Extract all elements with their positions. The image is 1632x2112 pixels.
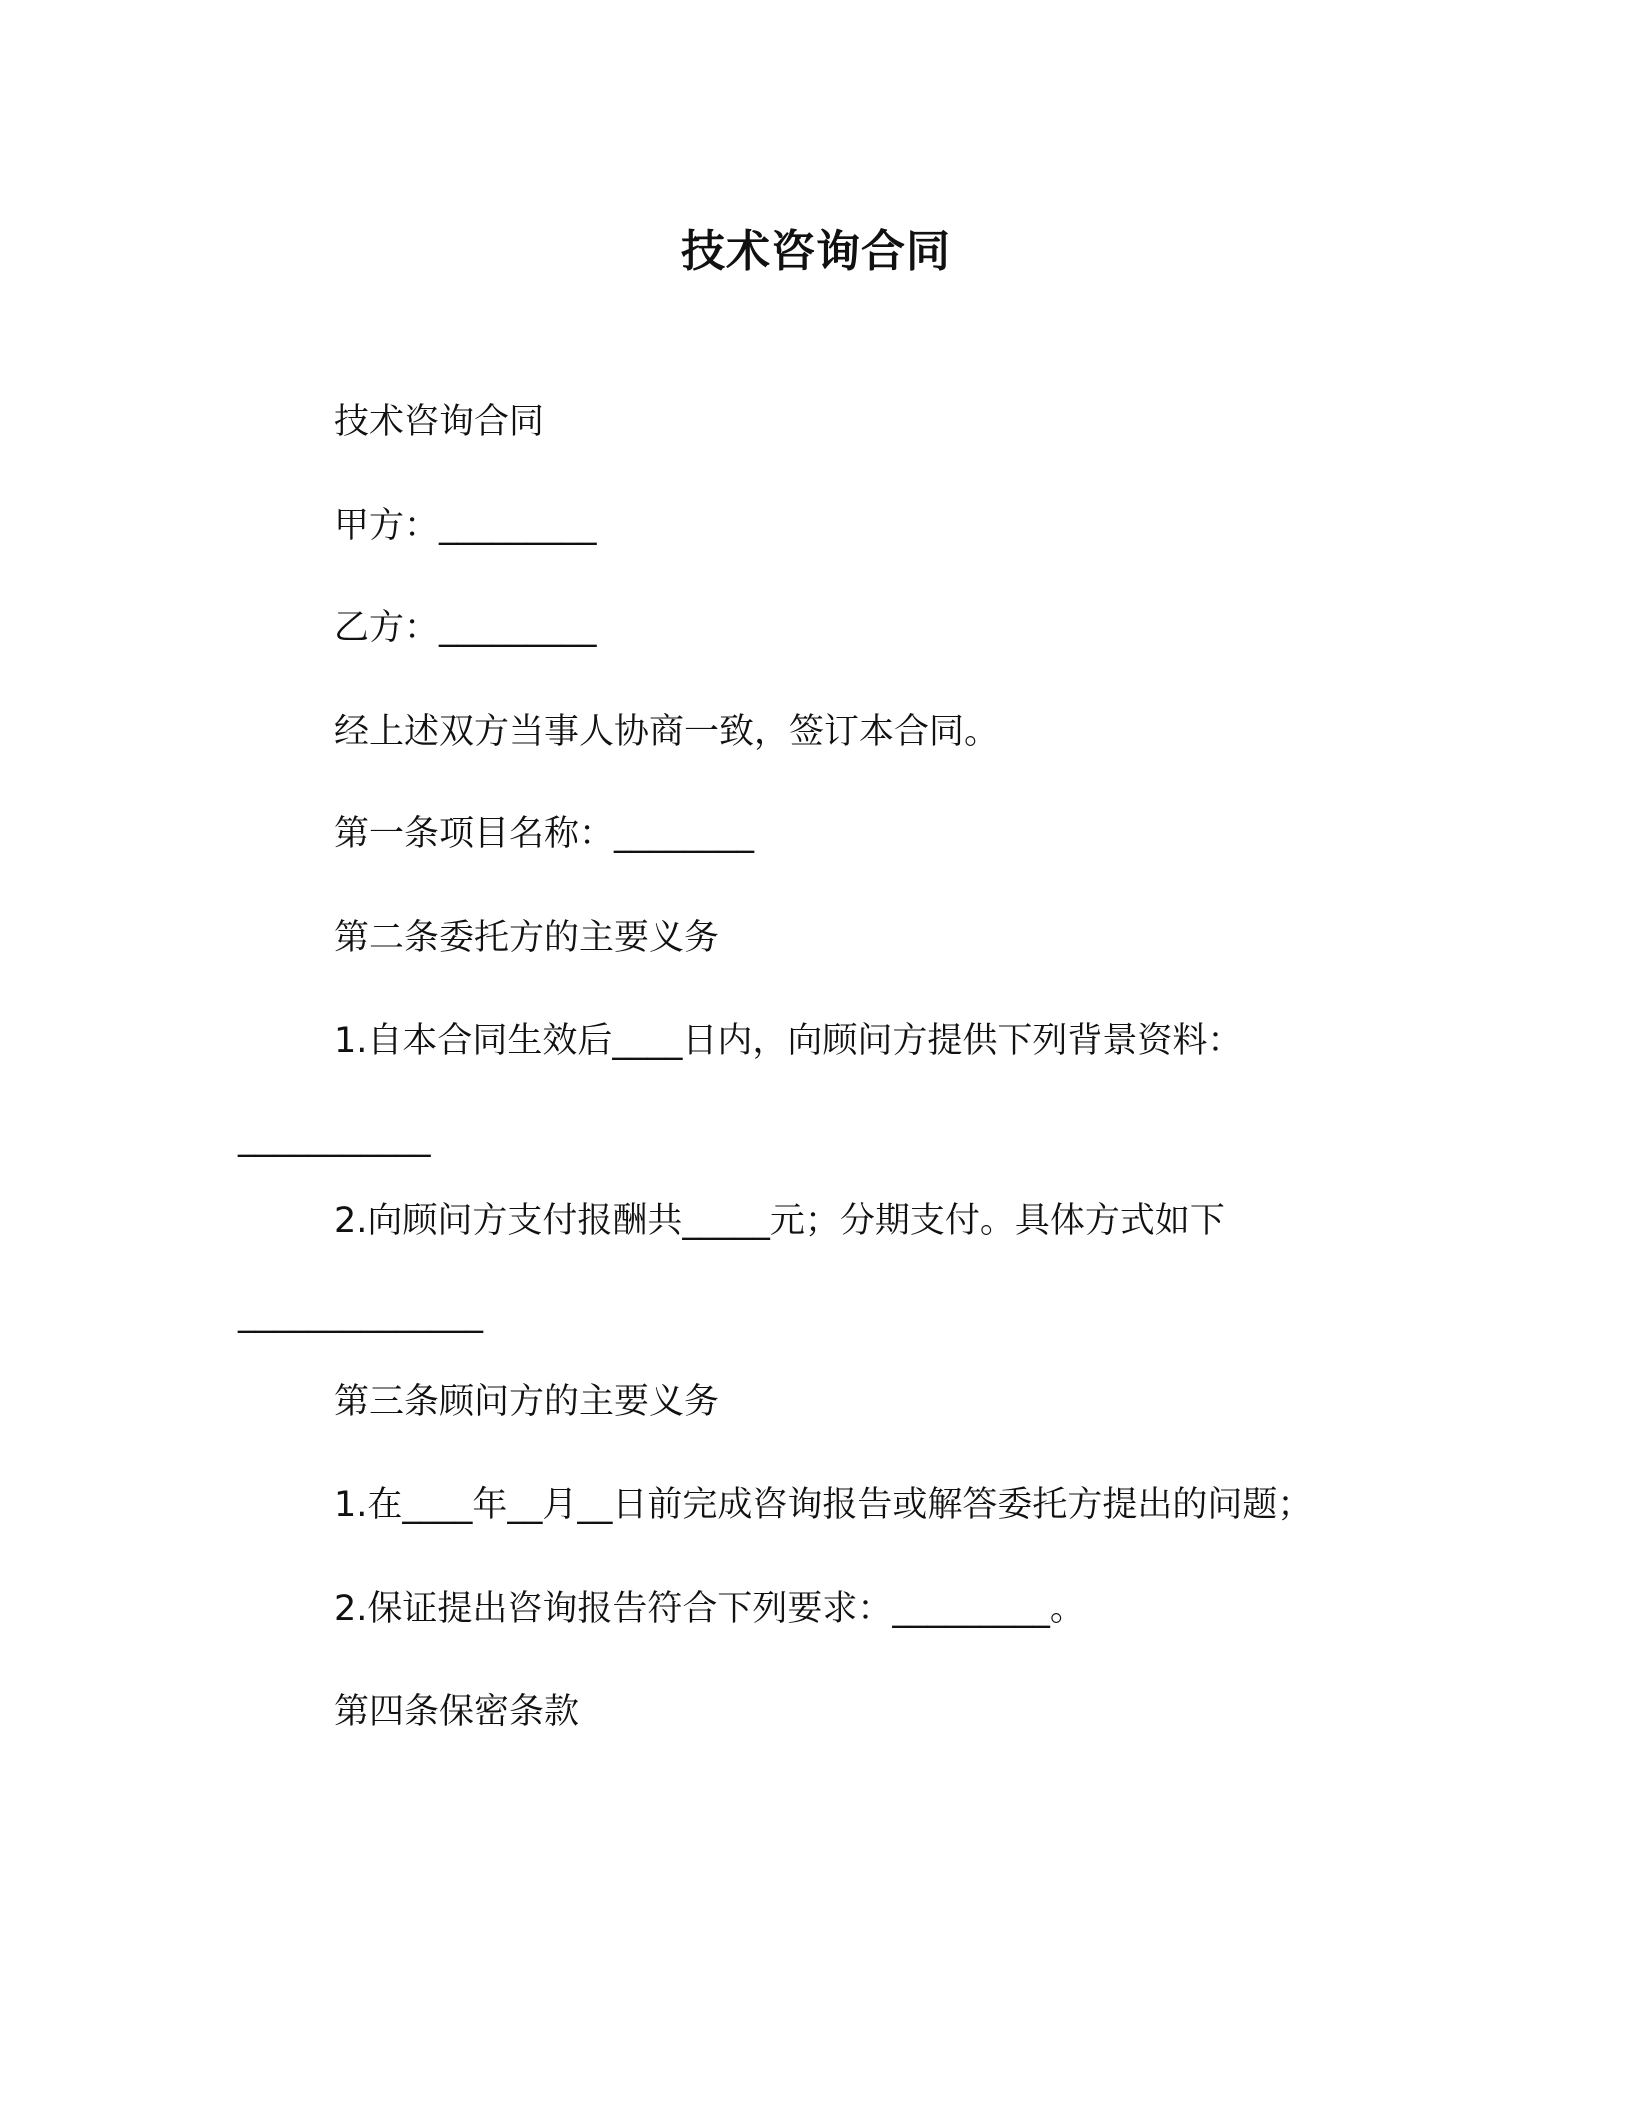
article-2-item-2: 2.向顾问方支付报酬共_____元；分期支付。具体方式如下 <box>334 1201 1225 1241</box>
article-1-project-name: 第一条项目名称：________ <box>334 814 755 854</box>
preamble-paragraph: 经上述双方当事人协商一致，签订本合同。 <box>334 712 1000 752</box>
article-2-heading: 第二条委托方的主要义务 <box>334 918 720 958</box>
article-3-heading: 第三条顾问方的主要义务 <box>334 1382 720 1422</box>
article-2-item-2-blank: ______________ <box>238 1294 483 1334</box>
article-3-item-2: 2.保证提出咨询报告符合下列要求：_________。 <box>334 1589 1085 1629</box>
article-4-heading: 第四条保密条款 <box>334 1692 580 1732</box>
paragraph-heading: 技术咨询合同 <box>334 402 545 442</box>
article-2-item-1: 1.自本合同生效后____日内，向顾问方提供下列背景资料： <box>334 1021 1243 1061</box>
party-a-line: 甲方：_________ <box>334 506 597 546</box>
document-title: 技术咨询合同 <box>681 226 951 277</box>
article-2-item-1-blank: ___________ <box>238 1118 431 1158</box>
party-b-line: 乙方：_________ <box>334 608 597 648</box>
article-3-item-1: 1.在____年__月__日前完成咨询报告或解答委托方提出的问题； <box>334 1485 1313 1525</box>
